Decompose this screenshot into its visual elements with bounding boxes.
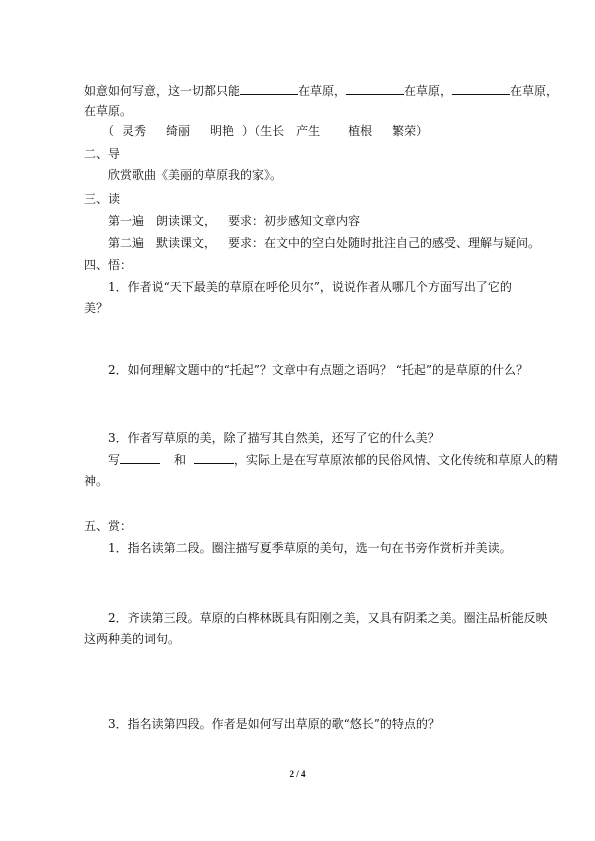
question-4-3-fill xyxy=(108,451,558,468)
fill-text-1: 如意如何写意，这一切都只能 xyxy=(84,84,241,98)
page-number: 2 / 4 xyxy=(289,769,306,779)
round-2-mode: 默读课文， xyxy=(156,236,217,250)
question-5-3: 3．指名读第四段。作者是如何写出草原的歌“悠长”的特点的？ xyxy=(108,717,440,731)
q43-and: 和 xyxy=(174,453,187,467)
question-4-3-end: 神。 xyxy=(84,474,109,488)
round-2-label: 第二遍 xyxy=(108,236,145,250)
round-1-mode: 朗读课文， xyxy=(156,214,217,228)
question-4-1: 1．作者说“天下最美的草原在呼伦贝尔”，说说作者从哪几个方面写出了它的 xyxy=(108,280,512,294)
option-mingyan: 明艳 xyxy=(210,124,235,138)
question-5-1: 1．指名读第二段。圈注描写夏季草原的美句，选一句在书旁作赏析并美读。 xyxy=(108,541,512,555)
section-2-heading: 二、导 xyxy=(84,147,121,161)
section-3-heading: 三、读 xyxy=(84,192,121,206)
answer-blank-5[interactable] xyxy=(194,451,234,464)
question-4-2: 2．如何理解文题中的“托起”？文章中有点题之语吗？ “托起”的是草原的什么？ xyxy=(108,363,528,377)
option-chansheng: 产生 xyxy=(296,124,321,138)
section-5-heading: 五、赏： xyxy=(84,519,133,533)
question-5-2: 2．齐读第三段。草原的白桦林既具有阳刚之美，又具有阴柔之美。圈注品析能反映 xyxy=(108,611,548,625)
reading-round-2 xyxy=(108,235,540,251)
fill-text-2: 在草原， xyxy=(298,84,347,98)
question-5-2-cont: 这两种美的词句。 xyxy=(84,632,181,646)
fill-text-3: 在草原， xyxy=(404,84,453,98)
option-fanrong: 繁荣） xyxy=(392,124,429,138)
options-separator: ）（生长 xyxy=(242,124,285,138)
round-1-requirement: 要求：初步感知文章内容 xyxy=(228,214,361,228)
options-open-paren: （ xyxy=(102,124,115,138)
fill-text-5: 在草原。 xyxy=(84,104,133,118)
word-options xyxy=(102,123,428,139)
option-zhigen: 植根 xyxy=(348,124,373,138)
fill-blank-line xyxy=(84,82,558,99)
round-1-label: 第一遍 xyxy=(108,214,145,228)
round-2-requirement: 要求：在文中的空白处随时批注自己的感受、理解与疑问。 xyxy=(228,236,541,250)
reading-round-1 xyxy=(108,213,360,229)
section-4-heading: 四、悟： xyxy=(84,258,133,272)
answer-blank-1[interactable] xyxy=(240,82,298,95)
q43-write: 写 xyxy=(108,453,121,467)
answer-blank-4[interactable] xyxy=(120,451,160,464)
section-2-text: 欣赏歌曲《美丽的草原我的家》。 xyxy=(108,168,283,182)
question-4-1-cont: 美？ xyxy=(84,301,109,315)
option-lingxiu: 灵秀 xyxy=(122,124,147,138)
fill-text-4: 在草原， xyxy=(510,84,559,98)
fill-blank-line-end xyxy=(84,103,132,119)
q43-rest: ，实际上是在写草原浓郁的民俗风情、文化传统和草原人的精 xyxy=(234,453,559,467)
option-qili: 绮丽 xyxy=(166,124,191,138)
answer-blank-2[interactable] xyxy=(346,82,404,95)
question-4-3: 3．作者写草原的美，除了描写其自然美，还写了它的什么美？ xyxy=(108,431,440,445)
answer-blank-3[interactable] xyxy=(452,82,510,95)
